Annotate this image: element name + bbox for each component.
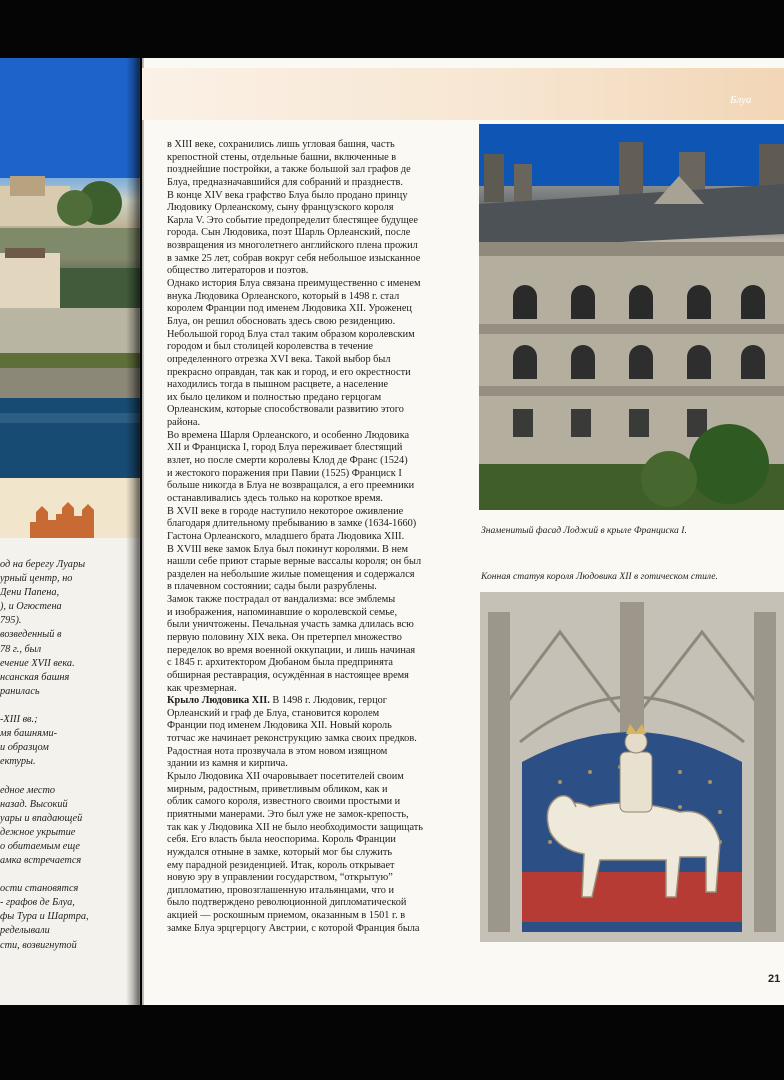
text-line: определенного отрезка XVI века. Такой выбор был [167, 353, 391, 365]
equestrian-statue-photo [480, 592, 784, 942]
text-line: В XVIII веке замок Блуа был покинут королями. В нем [167, 543, 409, 555]
text-line: останавливались здесь только на короткое время. [167, 492, 383, 504]
castle-silhouette-icon [28, 498, 98, 540]
text-line: больше никогда в Блуа не возвращался, а его преемники [167, 480, 415, 492]
text-line: Орлеанским, которые способствовали развитию этого [167, 404, 404, 416]
text-line: общество литераторов и поэтов. [167, 265, 309, 277]
text-line: сти, возвигнутой [0, 939, 77, 951]
text-line: мирным, радостным, приветливым обликом, как и [167, 783, 388, 795]
text-line: Блуа, предназначавшийся для собраний и празднеств. [167, 176, 403, 188]
header-band [142, 68, 784, 120]
text-line: ости становятся [0, 883, 79, 895]
text-line: облик самого короля, известного своими простыми и [167, 796, 401, 808]
text-line: Людовику Орлеанскому, сыну французского короля [167, 202, 394, 214]
text-line: Радостная нота прозвучала в этом новом изящном [167, 745, 388, 757]
text-line: од на берегу Луары [0, 559, 86, 570]
text-line: фы Тура и Шартра, [0, 911, 89, 923]
text-line: с 1845 г. архитектором Дюбаном была предпринята [167, 657, 394, 669]
text-line: амка встречается [0, 854, 82, 866]
text-line [0, 699, 128, 713]
text-line: и жестокого поражения при Павии (1525) Франциск I [167, 467, 402, 479]
text-line: Карла V. Это событие предопределит блестящее будущее [167, 214, 418, 226]
text-line: обширная реставрация, осуждённая в настоящее время [167, 669, 409, 681]
section-heading: Крыло Людовика XII. [167, 695, 270, 707]
blois-riverside-photo [0, 58, 140, 478]
text-line: возведенный в [0, 629, 62, 641]
text-line: в плачевном состоянии; сады были разрублены. [167, 581, 377, 593]
text-line: ектуры. [0, 756, 36, 768]
text-line: возвращения из многолетнего английского плена прожил [167, 240, 418, 252]
text-line: назад. Высокий [0, 798, 68, 810]
text-line: их было целиком и полностью предано герцогам [167, 391, 382, 403]
text-line: были уничтожены. Печальная участь замка длилась всю [167, 619, 414, 631]
text-line: мя башнями- [0, 728, 58, 740]
text-line: о обитаемым еще [0, 840, 80, 852]
text-line: дежное укрытие [0, 826, 76, 838]
statue-caption: Конная статуя короля Людовика XII в готическом стиле. [481, 571, 718, 582]
text-line: едное место [0, 784, 56, 796]
text-line: акцией — роскошным приемом, оказанным в 1501 г. в [167, 910, 406, 922]
text-line: ранилась [0, 685, 40, 697]
text-line: в XIII веке, сохранились лишь угловая башня, часть [167, 139, 395, 150]
text-line [0, 868, 128, 882]
text-line: находились тогда в пышном расцвете, а население [167, 379, 389, 391]
text-line: Во времена Шарля Орлеанского, и особенно Людовика [167, 429, 410, 441]
text-line: прекрасно оправдан, так как и город, и его окрестности [167, 366, 411, 378]
text-line: ), и Огюстена [0, 601, 62, 613]
text-line: тотчас же начинает реконструкцию замка своих предков. [167, 733, 417, 745]
text-line: позднейшие постройки, а также большой зал графов де [167, 164, 411, 176]
text-line: первую половину XIX века. Он претерпел множество [167, 631, 402, 643]
text-line: Крыло Людовика XII очаровывает посетителей своим [167, 771, 404, 783]
text-line: и образцом [0, 742, 49, 754]
text-line: приятными манерами. Это был уже не замок-крепость, [167, 808, 409, 820]
text-line: дипломатию, провозглашенную итальянцами, что и [167, 884, 395, 896]
left-page-text [0, 558, 128, 953]
text-line: Небольшой город Блуа стал таким образом королевским [167, 328, 415, 340]
text-line: было подтверждено революционной дипломатической [167, 897, 407, 909]
text-line: 78 г., был [0, 643, 42, 655]
text-line: крепостной стены, отдельные башни, включенные в [167, 151, 397, 163]
text-line: уары и впадающей [0, 812, 83, 824]
text-line: как чрезмерная. [167, 682, 237, 694]
text-line: взлет, но после смерти королевы Клод де Франс (1524) [167, 455, 408, 467]
text-line: района. [167, 417, 201, 429]
text-line: ечение XVII века. [0, 657, 75, 669]
text-line: 795). [0, 615, 22, 627]
text-line: ределывали [0, 925, 50, 937]
text-line: городом и был столицей королевства в течение [167, 341, 373, 353]
section-first-line [167, 695, 469, 708]
text-line: урный центр, но [0, 573, 73, 585]
text-line: - графов де Блуа, [0, 897, 75, 909]
section-first-line-rest: В 1498 г. Людовик, герцог [269, 695, 387, 707]
text-line: Блуа, он решил обосновать здесь свою резиденцию. [167, 315, 396, 327]
text-line: ему парадной резиденцией. Итак, король открывает [167, 859, 395, 871]
facade-caption: Знаменитый фасад Лоджий в крыле Франциска I. [481, 525, 687, 536]
text-line: В XVII веке в городе наступило некоторое оживление [167, 505, 404, 517]
text-line: новую эру в управлении государством, “открытую” [167, 872, 393, 884]
text-line: и изображения, напоминавшие о королевской семье, [167, 606, 398, 618]
text-line: Однако история Блуа связана преимущественно с именем [167, 278, 421, 290]
text-line: нсанская башня [0, 671, 70, 683]
text-line: XII и Франциска I, город Блуа переживает блестящий [167, 442, 403, 454]
text-line: благодаря длительному пребыванию в замке (1634-1660) [167, 518, 417, 530]
page-number: 21 [768, 973, 781, 985]
text-line: так как у Людовика XII не было необходимости защищать [167, 821, 423, 833]
text-line: Гастона Орлеанского, младшего брата Людовика XIII. [167, 530, 405, 542]
text-line: Франции под именем Людовика XII. Новый король [167, 720, 392, 732]
text-line: -XIII вв.; [0, 714, 38, 726]
body-text-column [167, 139, 469, 935]
text-line: Дени Папена, [0, 587, 60, 599]
text-line: здании из камня и кирпича. [167, 758, 288, 770]
text-line: себя. Его власть была неоспорима. Король Франции [167, 834, 396, 846]
left-page [0, 58, 140, 1005]
text-line [0, 769, 128, 783]
text-line: переделок во время военной оккупации, и лишь начиная [167, 644, 416, 656]
text-line: замке Блуа эрцгерцогу Австрии, с которой Франция была [167, 922, 420, 934]
text-line: в замке 25 лет, собрав вокруг себя небольшое изысканное [167, 252, 421, 264]
text-line: нашли себе приют старые верные вассалы короля; он был [167, 556, 422, 568]
text-line: внука Людовика Орлеанского, который в 1498 г. стал [167, 290, 400, 302]
text-line: Орлеанский и граф де Блуа, становится королем [167, 707, 380, 719]
facade-loggias-photo [479, 124, 784, 510]
book-gutter-shadow [126, 58, 144, 1005]
text-line: разделен на небольшие жилые помещения и содержался [167, 568, 415, 580]
text-line: В конце XIV века графство Блуа было продано принцу [167, 189, 408, 201]
text-line: королем Франции под именем Людовика XII. Уроженец [167, 303, 412, 315]
text-line: нуждался отныне в замке, который мог бы служить [167, 846, 393, 858]
text-line: города. Сын Людовика, поэт Шарль Орлеанский, после [167, 227, 411, 239]
running-head: Блуа [730, 94, 752, 106]
text-line: Замок также пострадал от вандализма: все эмблемы [167, 594, 396, 606]
